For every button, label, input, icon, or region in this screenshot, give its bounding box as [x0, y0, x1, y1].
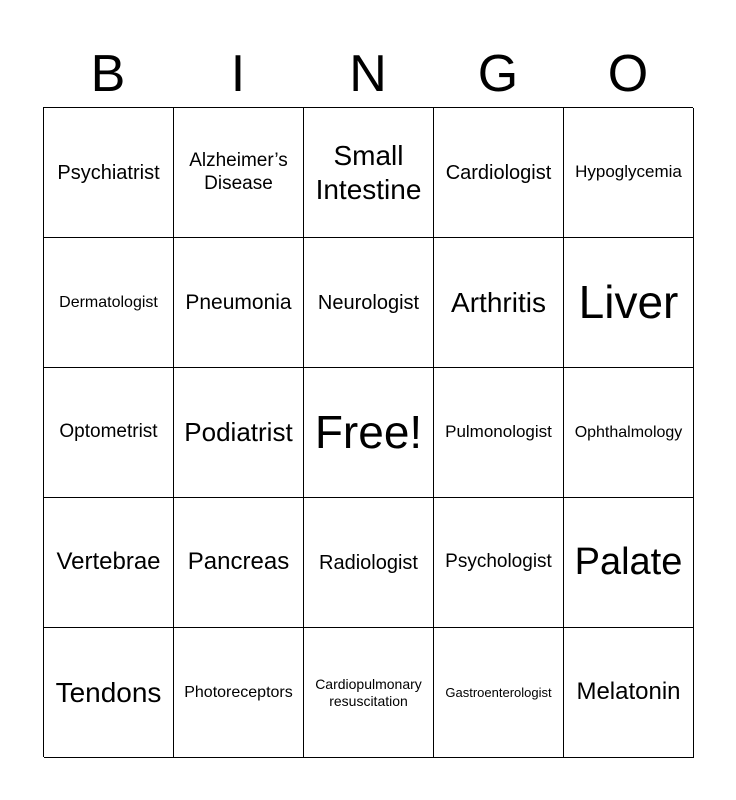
cell-label: Ophthalmology	[574, 423, 683, 441]
cell-label: Radiologist	[319, 551, 418, 574]
free-space-cell[interactable]	[304, 368, 434, 498]
bingo-cell[interactable]	[44, 628, 174, 758]
cell-label: Tendons	[55, 676, 162, 708]
bingo-cell[interactable]	[564, 628, 694, 758]
bingo-cell[interactable]	[564, 368, 694, 498]
bingo-cell[interactable]	[434, 238, 564, 368]
cell-label: Alzheimer’s Disease	[189, 149, 288, 194]
cell-label: Small Intestine	[315, 139, 422, 205]
bingo-cell[interactable]	[174, 108, 304, 238]
bingo-cell[interactable]	[434, 108, 564, 238]
bingo-cell[interactable]	[174, 498, 304, 628]
bingo-cell[interactable]	[304, 108, 434, 238]
bingo-cell[interactable]	[304, 238, 434, 368]
header-letter-i: I	[230, 45, 246, 103]
bingo-cell[interactable]	[304, 498, 434, 628]
cell-label: Optometrist	[59, 421, 158, 443]
bingo-cell[interactable]	[434, 628, 564, 758]
header-letter-g: G	[477, 45, 519, 103]
bingo-cell[interactable]	[44, 498, 174, 628]
cell-label: Melatonin	[576, 678, 681, 706]
bingo-cell[interactable]	[564, 498, 694, 628]
cell-label: Dermatologist	[59, 293, 158, 311]
bingo-cell[interactable]	[174, 628, 304, 758]
cell-label: Liver	[578, 275, 679, 328]
cell-label: Arthritis	[451, 286, 546, 318]
cell-label: Hypoglycemia	[575, 162, 682, 182]
cell-label: Palate	[574, 540, 683, 583]
cell-label: Pneumonia	[185, 290, 292, 314]
bingo-cell[interactable]	[434, 368, 564, 498]
bingo-header	[43, 42, 693, 106]
header-letter-n: N	[349, 45, 387, 103]
cell-label: Psychologist	[445, 551, 552, 573]
bingo-cell[interactable]	[174, 368, 304, 498]
bingo-cell[interactable]	[174, 238, 304, 368]
bingo-cell[interactable]	[434, 498, 564, 628]
bingo-cell[interactable]	[564, 108, 694, 238]
cell-label: Pancreas	[187, 548, 290, 576]
bingo-cell[interactable]	[44, 238, 174, 368]
cell-label: Podiatrist	[184, 416, 293, 447]
cell-label: Pulmonologist	[445, 422, 552, 442]
cell-label: Neurologist	[317, 291, 420, 314]
cell-label: Cardiopulmonary resuscitation	[315, 675, 422, 709]
header-letter-b: B	[90, 45, 126, 103]
bingo-cell[interactable]	[304, 628, 434, 758]
bingo-cell[interactable]	[44, 368, 174, 498]
cell-label: Gastroenterologist	[445, 684, 552, 700]
bingo-cell[interactable]	[564, 238, 694, 368]
cell-label: Photoreceptors	[184, 683, 293, 701]
bingo-cell[interactable]	[44, 108, 174, 238]
bingo-board	[43, 107, 693, 757]
cell-label: Cardiologist	[445, 161, 552, 184]
header-letter-o: O	[607, 45, 649, 103]
free-space-label: Free!	[314, 405, 423, 458]
cell-label: Psychiatrist	[57, 161, 160, 184]
cell-label: Vertebrae	[56, 548, 161, 576]
